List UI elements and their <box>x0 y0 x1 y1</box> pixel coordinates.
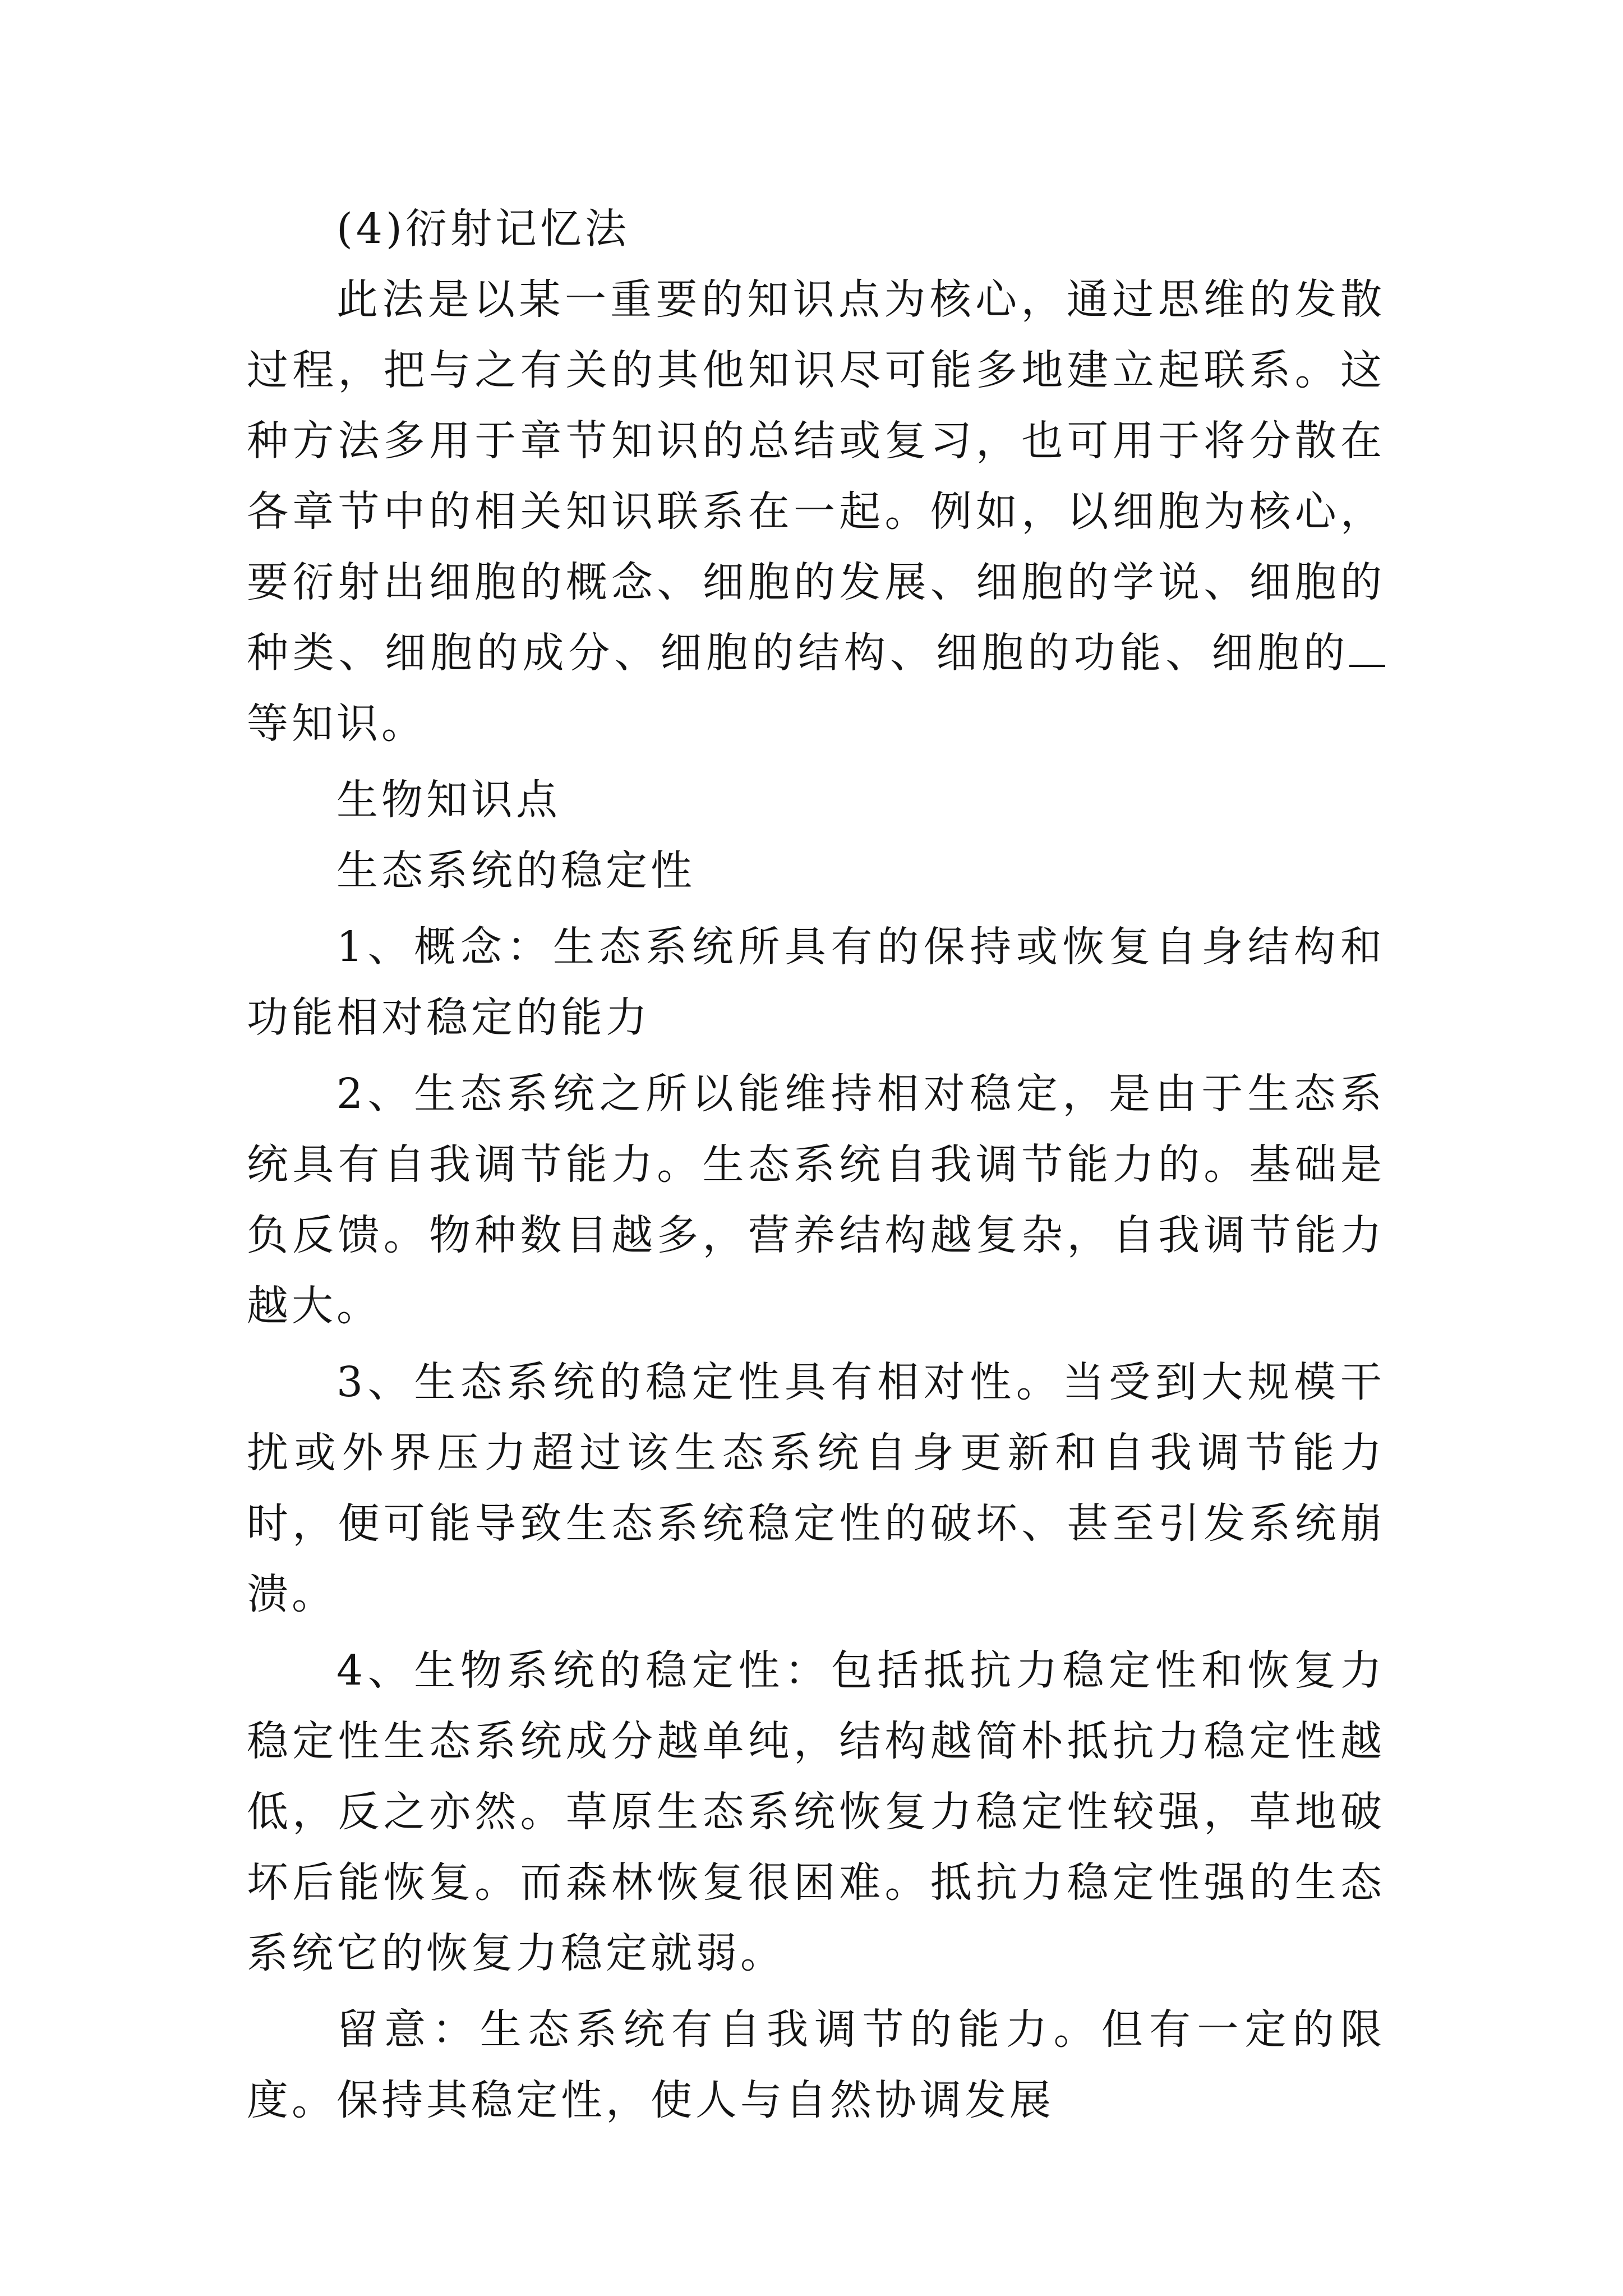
method-body-paragraph <box>247 264 1385 759</box>
point-1-paragraph: 1、概念：生态系统所具有的保持或恢复自身结构和功能相对稳定的能力 <box>247 923 1385 1042</box>
method-body-text-end: 等知识。 <box>247 700 426 748</box>
document-body <box>247 194 1385 2141</box>
method-body-text: 此法是以某一重要的知识点为核心，通过思维的发散过程，把与之有关的其他知识尽可能多地建立起联系。这种方法多用于章节知识的总结或复习，也可用于将分散在各章节中的相关知识联系在一起。例如，以细胞为核心，要衍射出细胞的概念、细胞的发展、细胞的学说、细胞的种类、细胞的成分、细胞的结构、细胞的功能、细胞的 <box>247 275 1385 677</box>
point-3-paragraph: 3、生态系统的稳定性具有相对性。当受到大规模干扰或外界压力超过该生态系统自身更新和自我调节能力时，便可能导致生态系统稳定性的破坏、甚至引发系统崩溃。 <box>247 1358 1385 1618</box>
fill-in-blank <box>1349 630 1385 667</box>
point-2-paragraph: 2、生态系统之所以能维持相对稳定，是由于生态系统具有自我调节能力。生态系统自我调节能力的。基础是负反馈。物种数目越多，营养结构越复杂，自我调节能力越大。 <box>247 1070 1385 1330</box>
point-4-paragraph: 4、生物系统的稳定性：包括抵抗力稳定性和恢复力稳定性生态系统成分越单纯，结构越简朴抵抗力稳定性越低，反之亦然。草原生态系统恢复力稳定性较强，草地破坏后能恢复。而森林恢复很困难。抵抗力稳定性强的生态系统它的恢复力稳定就弱。 <box>247 1646 1385 1977</box>
method-heading: (4)衍射记忆法 <box>336 205 630 253</box>
topic-title: 生态系统的稳定性 <box>336 846 695 895</box>
section-title: 生物知识点 <box>336 776 561 824</box>
note-paragraph: 留意：生态系统有自我调节的能力。但有一定的限度。保持其稳定性，使人与自然协调发展 <box>247 2005 1385 2124</box>
